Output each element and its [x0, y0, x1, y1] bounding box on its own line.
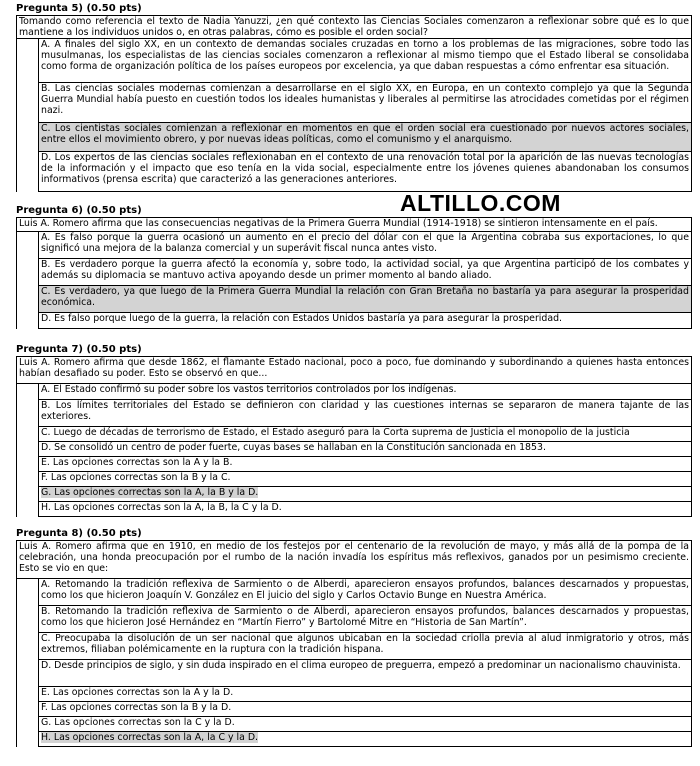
question-8-text: Luis A. Romero afirma que en 1910, en medio de los festejos por el centenario de la revolución de mayo, y más allá de la pompa de la celebración, una honda preocupación por el rumbo de la nación invadía los espíritus más reflexivos, ganados por un pesimismo creciente. Esto se vio en que: [16, 540, 692, 578]
question-5-options [16, 39, 692, 192]
option-e[interactable]: E. Las opciones correctas son la A y la D. [38, 687, 692, 702]
option-h[interactable]: H. Las opciones correctas son la A, la B, la C y la D. [38, 502, 692, 517]
option-a[interactable]: A. El Estado confirmó su poder sobre los vastos territorios controlados por los indígenas. [38, 384, 692, 400]
option-b[interactable]: B. Retomando la tradición reflexiva de Sarmiento o de Alberdi, aparecieron ensayos profundos, balances descarnados y propuestas, como los que hicieron José Hernández en “Martín Fierro” y Bartolomé Mitre en “Historia de San Martín”. [38, 606, 692, 633]
option-g-text: G. Las opciones correctas son la A, la B y la D. [41, 487, 259, 498]
question-6-text: Luis A. Romero afirma que las consecuencias negativas de la Primera Guerra Mundial (1914-1918) se sintieron intensamente en el país. [16, 217, 692, 231]
question-6-title: Pregunta 6) (0.50 pts) [16, 205, 142, 216]
option-b[interactable]: B. Es verdadero porque la guerra afectó la economía y, sobre todo, la actividad social, ya que Argentina participó de los combates y además su diplomacia se mantuvo activa apoyando desde un primer momento al bando aliado. [38, 259, 692, 286]
option-c[interactable]: C. Luego de décadas de terrorismo de Estado, el Estado aseguró para la Corta suprema de Justicia el monopolio de la justicia [38, 427, 692, 442]
option-c[interactable]: C. Los cientistas sociales comienzan a reflexionar en momentos en que el orden social era cuestionado por nuevos actores sociales, entre ellos el movimiento obrero, y por nuevas ideas políticas, como el comunismo y el anarquismo. [38, 123, 692, 152]
question-6 [16, 205, 692, 329]
option-c[interactable]: C. Preocupaba la disolución de un ser nacional que algunos ubicaban en la sociedad criolla previa al alud inmigratorio y otros, más extremos, filiaban polémicamente en la ruptura con la tradición hispana. [38, 633, 692, 660]
option-d[interactable]: D. Se consolidó un centro de poder fuerte, cuyas bases se hallaban en la Constitución sancionada en 1853. [38, 442, 692, 457]
option-a[interactable]: A. Es falso porque la guerra ocasionó un aumento en el precio del dólar con el que la Argentina cobraba sus exportaciones, lo que significó una mejora de la balanza comercial y un superávit fiscal nunca antes visto. [38, 232, 692, 259]
question-7-title: Pregunta 7) (0.50 pts) [16, 344, 142, 355]
option-f[interactable]: F. Las opciones correctas son la B y la C. [38, 472, 692, 487]
option-a[interactable]: A. Retomando la tradición reflexiva de Sarmiento o de Alberdi, aparecieron ensayos profundos, balances descarnados y propuestas, como los que hicieron Joaquín V. González en El juicio del siglo y Carlos Octavio Bunge en Nuestra América. [38, 579, 692, 606]
question-5-title: Pregunta 5) (0.50 pts) [16, 3, 142, 14]
option-b[interactable]: B. Los límites territoriales del Estado se definieron con claridad y las cuestiones internas se separaron de manera tajante de las exteriores. [38, 400, 692, 427]
option-h-text: H. Las opciones correctas son la A, la C y la D. [41, 732, 259, 743]
question-5 [16, 3, 692, 192]
option-h[interactable] [38, 732, 692, 747]
option-d[interactable]: D. Los expertos de las ciencias sociales reflexionaban en el contexto de una renovación total por la aparición de las nuevas tecnologías de la información y el impacto que eso tenía en la vida social, especialmente entre los jóvenes quienes abandonaban los consumos informativos (prensa escrita) que caracterizó a las generaciones anteriores. [38, 152, 692, 192]
question-7-options [16, 383, 692, 517]
option-e[interactable]: E. Las opciones correctas son la A y la B. [38, 457, 692, 472]
question-8 [16, 528, 692, 747]
question-6-options [16, 231, 692, 329]
question-8-title: Pregunta 8) (0.50 pts) [16, 528, 142, 539]
option-b[interactable]: B. Las ciencias sociales modernas comienzan a desarrollarse en el siglo XX, en Europa, en un contexto complejo ya que la Segunda Guerra Mundial había puesto en cuestión todos los ideales humanistas y liberales al permitirse las atrocidades cometidas por el régimen nazi. [38, 83, 692, 123]
watermark: ALTILLO.COM [400, 190, 561, 216]
option-c[interactable]: C. Es verdadero, ya que luego de la Primera Guerra Mundial la relación con Gran Bretaña no bastaría ya para asegurar la prosperidad económica. [38, 286, 692, 313]
option-f[interactable]: F. Las opciones correctas son la B y la D. [38, 702, 692, 717]
question-5-text: Tomando como referencia el texto de Nadia Yanuzzi, ¿en qué contexto las Ciencias Sociales comenzaron a reflexionar sobre qué es lo que mantiene a los individuos unidos o, en otras palabras, cómo es posible el orden social? [16, 15, 692, 39]
option-a[interactable]: A. A finales del siglo XX, en un contexto de demandas sociales cruzadas en torno a los problemas de las migraciones, sobre todo las musulmanas, los especialistas de las ciencias sociales comenzaron a reflexionar al mismo tiempo que el Estado liberal se consolidaba como forma de organización política de los países europeos por excelencia, ya que daban respuestas a cómo enfrentar esa situación. [38, 39, 692, 83]
question-7-text: Luis A. Romero afirma que desde 1862, el flamante Estado nacional, poco a poco, fue dominando y subordinando a quienes hasta entonces habían desafiado su poder. Esto se observó en que... [16, 356, 692, 383]
question-8-options [16, 578, 692, 747]
option-g[interactable] [38, 487, 692, 502]
question-7 [16, 344, 692, 517]
option-g[interactable]: G. Las opciones correctas son la C y la D. [38, 717, 692, 732]
option-d[interactable]: D. Desde principios de siglo, y sin duda inspirado en el clima europeo de preguerra, empezó a predominar un nacionalismo chauvinista. [38, 660, 692, 687]
option-d[interactable]: D. Es falso porque luego de la guerra, la relación con Estados Unidos bastaría ya para asegurar la prosperidad. [38, 313, 692, 329]
